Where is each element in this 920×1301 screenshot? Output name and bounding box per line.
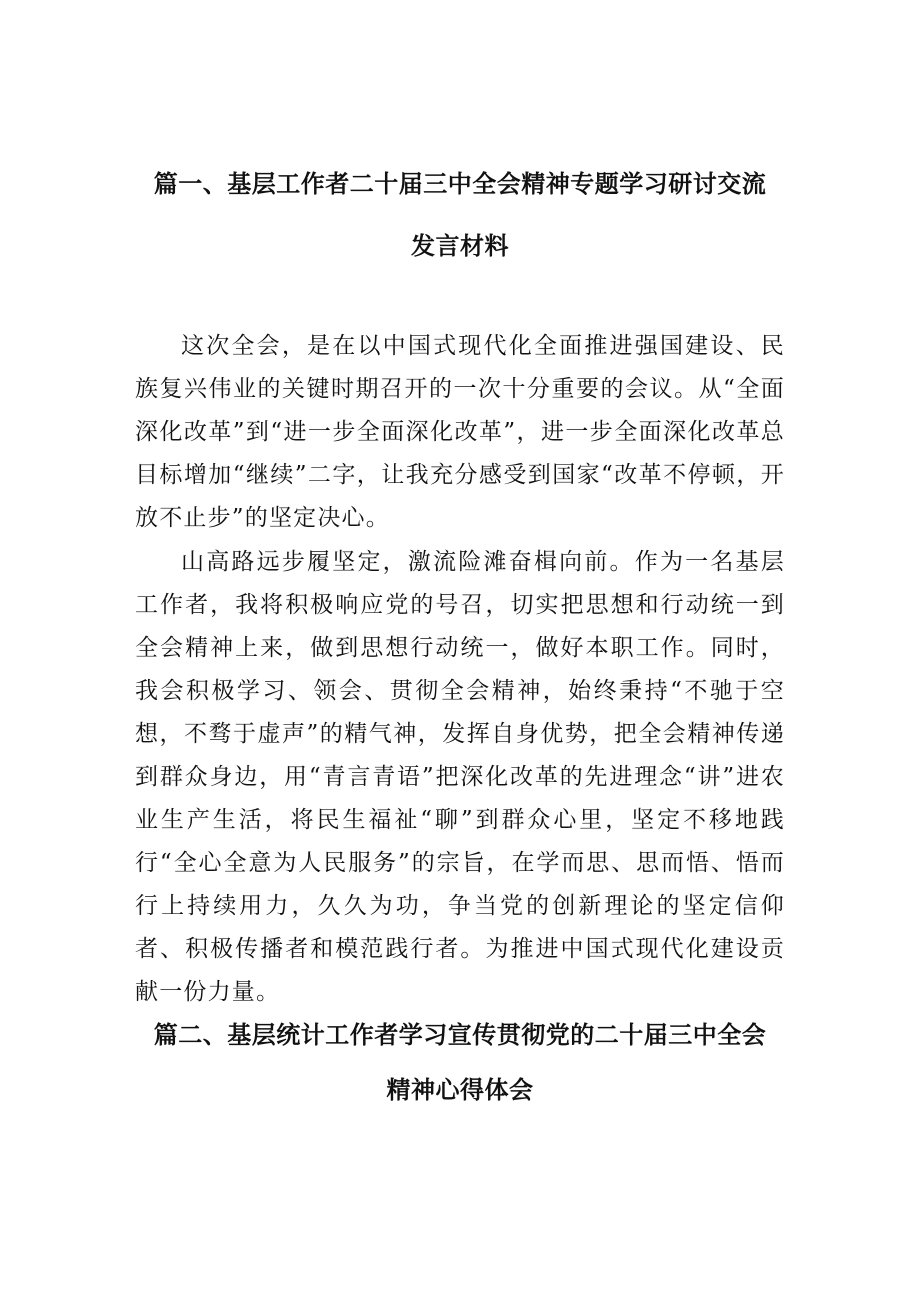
article2-title-line2: 精神心得体会 [386, 1076, 534, 1104]
article1-title-line1: 篇一、基层工作者二十届三中全会精神专题学习研讨交流 [153, 170, 767, 198]
article2-title-line1: 篇二、基层统计工作者学习宣传贯彻党的二十届三中全会 [153, 1021, 767, 1049]
article1-paragraph-2: 山高路远步履坚定，激流险滩奋楫向前。作为一名基层工作者，我将积极响应党的号召，切实把思想和行动统一到全会精神上来，做到思想行动统一，做好本职工作。同时，我会积极学习、领会、贯彻全会精神，始终秉持“不驰于空想，不骛于虚声”的精气神，发挥自身优势，把全会精神传递到群众身边，用“青言青语”把深化改革的先进理念“讲”进农业生产生活，将民生福祉“聊”到群众心里，坚定不移地践行“全心全意为人民服务”的宗旨，在学而思、思而悟、悟而行上持续用力，久久为功，争当党的创新理论的坚定信仰者、积极传播者和模范践行者。为推进中国式现代化建设贡献一份力量。 [135, 549, 785, 1005]
article1-paragraph-1: 这次全会，是在以中国式现代化全面推进强国建设、民族复兴伟业的关键时期召开的一次十分重要的会议。从“全面深化改革”到“进一步全面深化改革”，进一步全面深化改革总目标增加“继续”二字，让我充分感受到国家“改革不停顿，开放不止步”的坚定决心。 [135, 333, 785, 531]
article1-title-line2: 发言材料 [411, 232, 509, 260]
